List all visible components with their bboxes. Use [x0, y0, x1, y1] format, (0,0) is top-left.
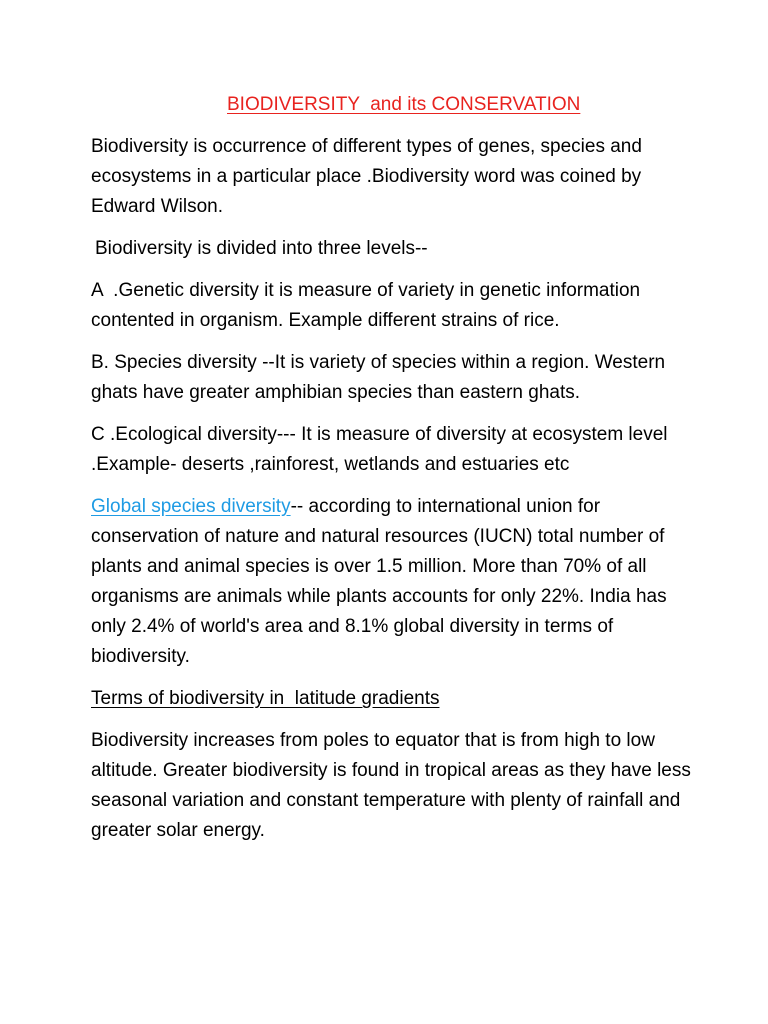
latitude-paragraph: Biodiversity increases from poles to equator that is from high to low altitude. Greater biodiversity is found in tropical areas as they have less seasonal variation and constant temperature with plenty of rainfall and greater solar energy.	[91, 730, 691, 841]
document-body	[91, 90, 691, 858]
level-a-paragraph: A .Genetic diversity it is measure of variety in genetic information contented in organism. Example different strains of rice.	[91, 280, 646, 331]
global-diversity-paragraph	[91, 492, 691, 672]
level-c-paragraph: C .Ecological diversity--- It is measure of diversity at ecosystem level .Example- deserts ,rainforest, wetlands and estuaries etc	[91, 424, 668, 475]
intro-paragraph: Biodiversity is occurrence of different types of genes, species and ecosystems in a particular place .Biodiversity word was coined by Edward Wilson.	[91, 136, 642, 217]
global-diversity-text: -- according to international union for conservation of nature and natural resources (IUCN) total number of plants and animal species is over 1.5 million. More than 70% of all organisms are animals while plants accounts for only 22%. India has only 2.4% of world's area and 8.1% global diversity in terms of biodiversity.	[91, 496, 667, 667]
latitude-heading: Terms of biodiversity in latitude gradients	[91, 688, 440, 709]
global-species-diversity-link[interactable]: Global species diversity	[91, 496, 291, 517]
document-title: BIODIVERSITY and its CONSERVATION	[227, 94, 581, 115]
level-b-paragraph: B. Species diversity --It is variety of species within a region. Western ghats have greater amphibian species than eastern ghats.	[91, 352, 666, 403]
title-line	[91, 90, 691, 120]
levels-intro: Biodiversity is divided into three levels--	[95, 238, 428, 259]
latitude-heading-paragraph	[91, 684, 691, 714]
